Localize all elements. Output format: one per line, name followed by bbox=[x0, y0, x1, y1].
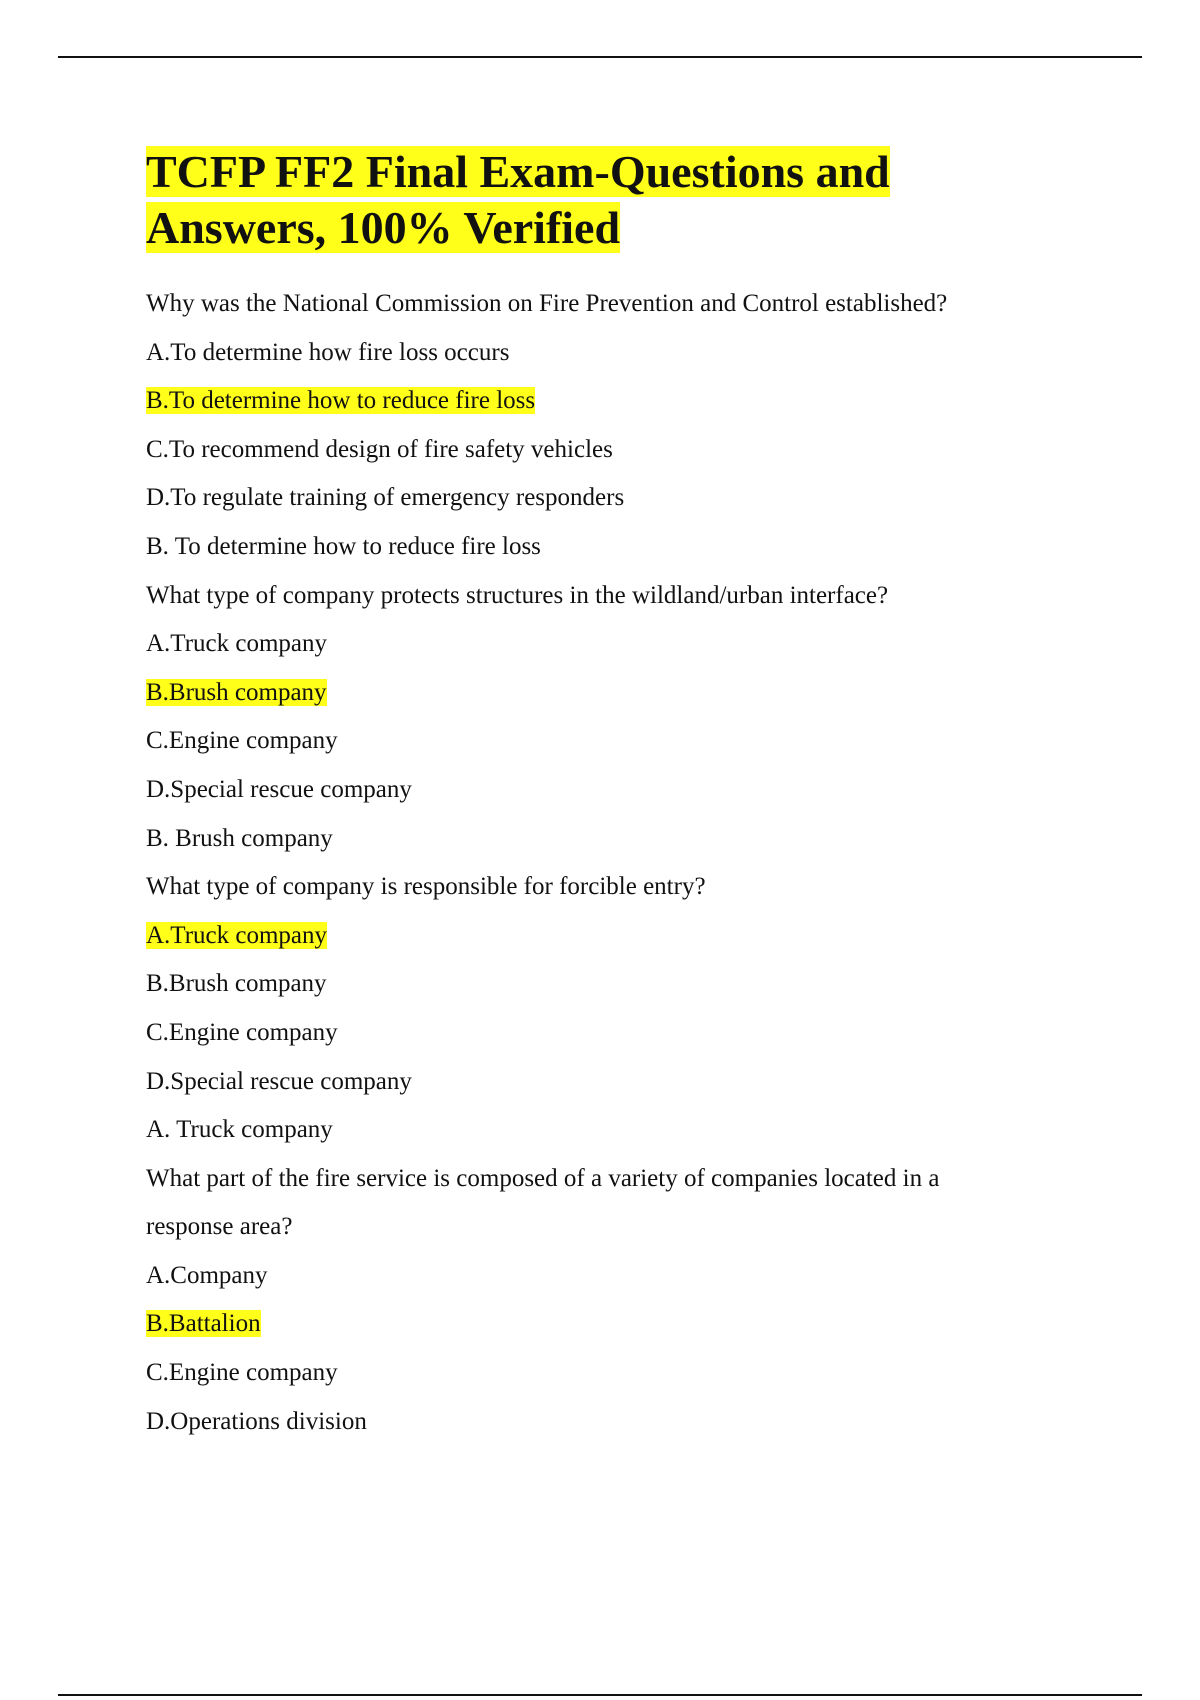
text-line bbox=[146, 1349, 1106, 1398]
text-line bbox=[146, 717, 1106, 766]
document-body bbox=[146, 144, 1106, 1446]
text-line-content: What type of company protects structures in the wildland/urban interface? bbox=[146, 581, 889, 609]
text-line-content: A.Company bbox=[146, 1261, 268, 1289]
text-line-content: D.Special rescue company bbox=[146, 775, 412, 803]
text-line-content: D.Special rescue company bbox=[146, 1067, 412, 1095]
document-title-line-2: Answers, 100% Verified bbox=[146, 202, 621, 253]
answer-option-highlighted bbox=[146, 912, 1106, 961]
text-line-content: What part of the fire service is composed of a variety of companies located in a bbox=[146, 1164, 940, 1192]
text-line bbox=[146, 766, 1106, 815]
text-line bbox=[146, 1106, 1106, 1155]
text-line-content: B. To determine how to reduce fire loss bbox=[146, 532, 541, 560]
answer-option-highlighted bbox=[146, 1300, 1106, 1349]
text-line bbox=[146, 329, 1106, 378]
text-line-content: B.Brush company bbox=[146, 678, 327, 706]
answer-option-highlighted bbox=[146, 377, 1106, 426]
text-line-content: C.To recommend design of fire safety vehicles bbox=[146, 435, 613, 463]
text-line bbox=[146, 960, 1106, 1009]
text-line bbox=[146, 1058, 1106, 1107]
text-line bbox=[146, 280, 1106, 329]
text-line-content: B.To determine how to reduce fire loss bbox=[146, 387, 536, 415]
text-line-content: A.To determine how fire loss occurs bbox=[146, 338, 510, 366]
text-line-content: B.Battalion bbox=[146, 1310, 261, 1338]
document-title bbox=[146, 144, 1106, 256]
text-line bbox=[146, 815, 1106, 864]
text-line-content: C.Engine company bbox=[146, 727, 338, 755]
text-line bbox=[146, 1252, 1106, 1301]
text-line-content: D.Operations division bbox=[146, 1407, 367, 1435]
text-line bbox=[146, 1203, 1106, 1252]
text-line bbox=[146, 1009, 1106, 1058]
text-line-content: A. Truck company bbox=[146, 1116, 333, 1144]
text-line-content: What type of company is responsible for forcible entry? bbox=[146, 873, 706, 901]
text-line-content: A.Truck company bbox=[146, 630, 328, 658]
text-line bbox=[146, 426, 1106, 475]
footer-rule bbox=[58, 1694, 1142, 1696]
answer-option-highlighted bbox=[146, 669, 1106, 718]
text-line-content: D.To regulate training of emergency responders bbox=[146, 484, 625, 512]
text-line-content: Why was the National Commission on Fire Prevention and Control established? bbox=[146, 290, 948, 317]
text-line bbox=[146, 474, 1106, 523]
text-line bbox=[146, 620, 1106, 669]
text-line bbox=[146, 523, 1106, 572]
text-line bbox=[146, 863, 1106, 912]
text-line-content: C.Engine company bbox=[146, 1018, 338, 1046]
document-title-line-1: TCFP FF2 Final Exam-Questions and bbox=[146, 146, 890, 197]
text-line bbox=[146, 572, 1106, 621]
text-line-content: B. Brush company bbox=[146, 824, 333, 852]
text-line bbox=[146, 1398, 1106, 1447]
text-line-content: C.Engine company bbox=[146, 1359, 338, 1387]
header-rule bbox=[58, 56, 1142, 58]
text-line-content: A.Truck company bbox=[146, 921, 328, 949]
question-list bbox=[146, 280, 1106, 1446]
text-line bbox=[146, 1155, 1106, 1204]
text-line-content: B.Brush company bbox=[146, 970, 327, 998]
text-line-content: response area? bbox=[146, 1213, 293, 1241]
